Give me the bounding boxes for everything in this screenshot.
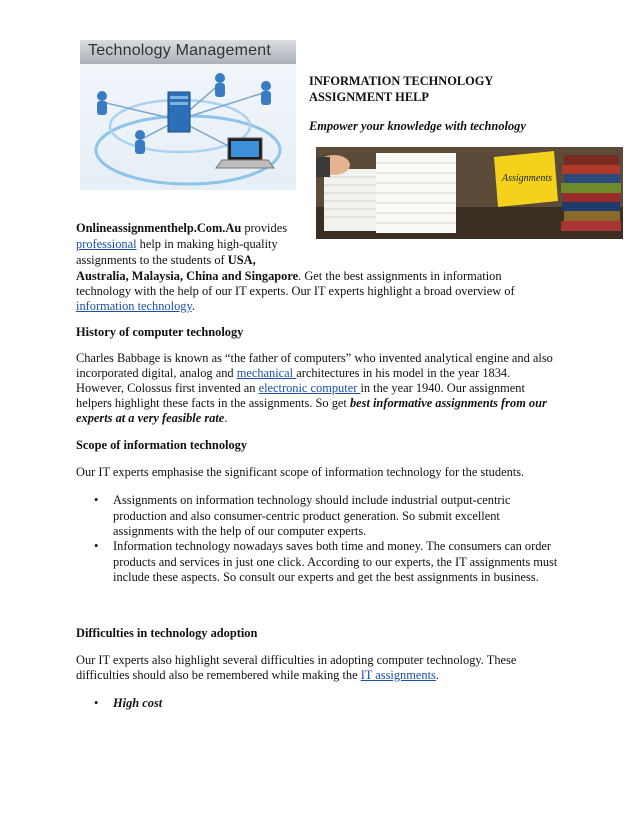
history-line-5	[76, 411, 227, 427]
mechanical-link[interactable]: mechanical	[236, 366, 297, 380]
intro-line-5: technology with the help of our IT experts. Our IT experts highlight a broad overview of	[76, 284, 515, 298]
network-diagram-icon	[80, 40, 296, 190]
information-technology-link[interactable]: information technology	[76, 299, 192, 313]
intro-line-2	[76, 237, 278, 253]
history-text: .	[224, 411, 228, 425]
difficulties-line-1: Our IT experts also highlight several difficulties in adopting computer technology. These	[76, 653, 517, 667]
intro-text: assignments to the students of	[76, 253, 228, 267]
history-line-1: Charles Babbage is known as “the father of computers” who invented analytical engine and also	[76, 351, 553, 365]
history-heading: History of computer technology	[76, 325, 244, 339]
scope-bullet-2	[76, 539, 557, 586]
paper-stacks-books-icon	[316, 147, 623, 239]
history-emphasis: experts at a very feasible rate	[76, 411, 225, 425]
history-text: However, Colossus first invented an	[76, 381, 259, 395]
image-banner-text: Technology Management	[88, 42, 271, 59]
scope-bullet-2-line: products and services in just one click. According to our experts, the IT assignments must	[113, 554, 558, 569]
scope-bullet-1-line: assignments with the help of our computer experts.	[113, 524, 367, 539]
difficulties-line-2	[76, 668, 439, 684]
difficulties-bullet-1	[76, 696, 162, 712]
history-text: incorporated digital, analog and	[76, 366, 237, 380]
scope-intro: Our IT experts emphasise the significant scope of information technology for the students.	[76, 465, 525, 479]
intro-text: .	[191, 299, 195, 313]
intro-line-1	[76, 221, 287, 237]
assignments-image	[316, 147, 623, 239]
brand-name: Onlineassignmenthelp.Com.Au	[76, 221, 242, 235]
history-text: architectures in his model in the year 1834.	[296, 366, 511, 380]
intro-text: help in making high-quality	[136, 237, 278, 251]
scope-bullet-1	[76, 493, 510, 540]
difficulties-text: difficulties should also be remembered while making the	[76, 668, 361, 682]
history-line-2	[76, 366, 510, 382]
note-text: Assignments	[502, 173, 552, 184]
history-emphasis: best informative assignments from our	[349, 396, 547, 410]
technology-management-image	[80, 40, 296, 190]
title-line-1: INFORMATION TECHNOLOGY	[309, 74, 494, 88]
bullet-glyph: •	[94, 539, 99, 553]
title-line-2: ASSIGNMENT HELP	[309, 90, 429, 104]
history-text: helpers highlight these facts in the assignments. So get	[76, 396, 350, 410]
intro-line-3	[76, 253, 256, 269]
scope-bullet-1-line: Assignments on information technology should include industrial output-centric	[113, 493, 511, 507]
difficulties-text: .	[435, 668, 439, 682]
countries-text: USA,	[227, 253, 256, 267]
intro-line-4	[76, 269, 502, 285]
intro-text: . Get the best assignments in information	[298, 269, 502, 283]
scope-bullet-1-line: production and also consumer-centric product generation. So submit excellent	[113, 508, 500, 523]
intro-line-6	[76, 299, 195, 315]
high-cost-item: High cost	[113, 696, 163, 710]
scope-heading: Scope of information technology	[76, 438, 248, 452]
countries-text: Australia, Malaysia, China and Singapore	[76, 269, 299, 283]
bullet-glyph: •	[94, 493, 99, 507]
electronic-computer-link[interactable]: electronic computer	[258, 381, 361, 395]
difficulties-heading: Difficulties in technology adoption	[76, 626, 258, 640]
intro-text: provides	[241, 221, 288, 235]
scope-bullet-2-line: Information technology nowadays saves both time and money. The consumers can order	[113, 539, 552, 553]
history-line-4	[76, 396, 547, 412]
history-text: in the year 1940. Our assignment	[360, 381, 525, 395]
professional-link[interactable]: professional	[76, 237, 137, 251]
bullet-glyph: •	[94, 696, 99, 710]
tagline: Empower your knowledge with technology	[309, 119, 526, 133]
history-line-3	[76, 381, 525, 397]
it-assignments-link[interactable]: IT assignments	[360, 668, 436, 682]
scope-bullet-2-line: include these aspects. So consult our experts and get the best assignments in business.	[113, 570, 539, 585]
